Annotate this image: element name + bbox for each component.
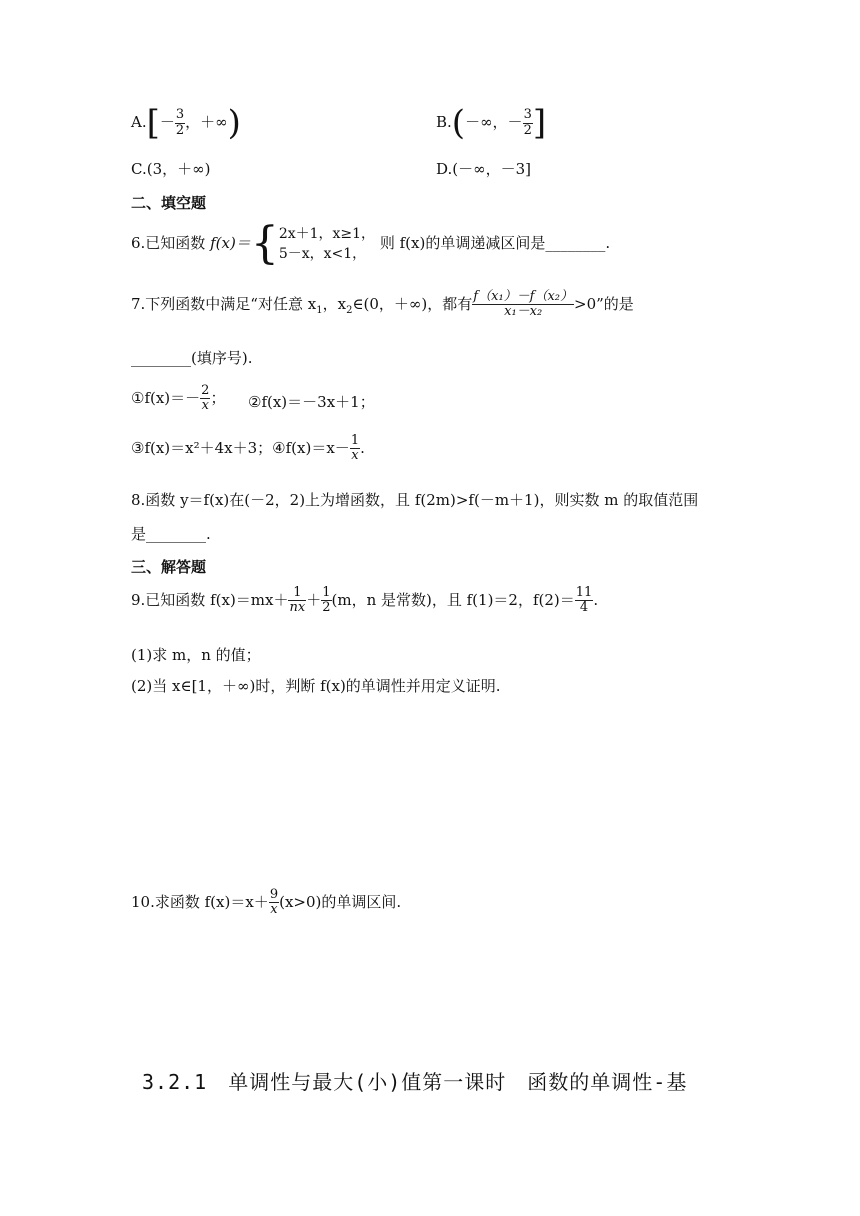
q6-cases bbox=[279, 224, 375, 265]
option-b-left: －∞，－ bbox=[465, 113, 523, 131]
option-c: C.(3，＋∞) bbox=[131, 160, 211, 178]
option-b-label: B. bbox=[436, 113, 452, 131]
option-a-label: A. bbox=[131, 113, 147, 131]
option-a-fraction bbox=[175, 108, 185, 138]
q9-end: . bbox=[593, 590, 599, 609]
q9-part-1: (1)求 m，n 的值； bbox=[131, 646, 261, 664]
q7-option-1 bbox=[131, 384, 225, 414]
section-fill-in-blank: 二、填空题 bbox=[131, 194, 207, 212]
q10-fraction bbox=[269, 888, 279, 918]
q7-o1-end: ； bbox=[210, 388, 226, 407]
question-10 bbox=[131, 888, 401, 918]
q7-o4-fraction bbox=[350, 434, 360, 464]
fraction-denominator: x bbox=[201, 398, 209, 414]
left-brace-icon: { bbox=[250, 218, 279, 269]
option-b bbox=[436, 103, 547, 143]
right-bracket-icon: ] bbox=[532, 103, 547, 143]
question-6 bbox=[131, 218, 611, 269]
fraction-denominator: x bbox=[270, 902, 278, 918]
q7-fraction bbox=[472, 290, 574, 320]
q9-fraction-1 bbox=[288, 586, 306, 616]
q9-prefix: 9.已知函数 f(x)＝mx＋ bbox=[131, 590, 289, 609]
fraction-numerator: 11 bbox=[575, 585, 593, 600]
option-a bbox=[131, 103, 241, 143]
fraction-denominator: x₁－x₂ bbox=[472, 304, 574, 319]
fraction-numerator: 9 bbox=[269, 887, 279, 902]
q7-o3: ③f(x)＝x²＋4x＋3；④f(x)＝x－ bbox=[131, 438, 350, 457]
q6-prefix: 6.已知函数 bbox=[131, 234, 211, 252]
question-9 bbox=[131, 586, 598, 616]
fraction-numerator: 1 bbox=[350, 433, 360, 448]
q7-o1-fraction bbox=[200, 384, 210, 414]
option-a-minus: － bbox=[159, 113, 175, 131]
fraction-numerator: f（x₁）－f（x₂） bbox=[473, 289, 574, 304]
q7-o4-end: . bbox=[360, 438, 365, 457]
q7-mid: ，x bbox=[322, 294, 347, 313]
fraction-numerator: 1 bbox=[293, 585, 302, 600]
left-paren-icon: ( bbox=[451, 103, 466, 143]
q6-function: f(x)＝ bbox=[210, 234, 251, 252]
fraction-denominator: 4 bbox=[575, 600, 594, 615]
fraction-denominator: 2 bbox=[523, 122, 532, 138]
q7-suffix: >0”的是 bbox=[574, 294, 634, 313]
q7-prefix: 7.下列函数中满足“对任意 x bbox=[131, 294, 317, 313]
option-b-fraction bbox=[523, 108, 533, 138]
q7-answer-line: ________(填序号). bbox=[131, 349, 253, 367]
q7-mid2: ∈(0，＋∞)，都有 bbox=[352, 294, 473, 313]
fraction-denominator: 2 bbox=[322, 600, 331, 616]
q10-prefix: 10.求函数 f(x)＝x＋ bbox=[131, 892, 269, 911]
fraction-denominator: x bbox=[351, 448, 359, 464]
q9-plus: ＋ bbox=[306, 590, 322, 609]
q6-case-2: 5－x，x<1， bbox=[278, 246, 367, 262]
question-8-line-1: 8.函数 y＝f(x)在(－2，2)上为增函数，且 f(2m)>f(－m＋1)，则实数 m 的取值范围 bbox=[131, 491, 699, 509]
q6-case-1: 2x＋1，x≥1， bbox=[278, 225, 376, 242]
q6-suffix: 则 f(x)的单调递减区间是________. bbox=[375, 234, 611, 252]
fraction-denominator: nx bbox=[289, 600, 306, 616]
question-7: 7.下列函数中满足“对任意 $x_1$，$x_2\in(0$，＋∞)，都有 $\frac{\text{f（x₁）－f（x₂）}}{\text{x₁－x₂}}$ >0”的是 bbox=[131, 289, 634, 320]
option-d: D.(－∞，－3] bbox=[436, 160, 532, 178]
fraction-numerator: 1 bbox=[322, 585, 331, 600]
question-8-line-2: 是________. bbox=[131, 525, 211, 543]
fraction-numerator: 2 bbox=[201, 383, 210, 398]
option-a-rest: ，＋∞ bbox=[185, 113, 228, 131]
right-paren-icon: ) bbox=[227, 103, 241, 143]
fraction-numerator: 3 bbox=[523, 107, 532, 123]
q9-fraction-3 bbox=[575, 586, 594, 616]
page-footer-title: 3.2.1 单调性与最大(小)值第一课时 函数的单调性-基 bbox=[142, 1070, 688, 1094]
fraction-denominator: 2 bbox=[175, 122, 185, 138]
q7-o1-prefix: ①f(x)＝－ bbox=[131, 388, 201, 407]
section-solve: 三、解答题 bbox=[131, 558, 207, 576]
q7-option-2: ②f(x)＝－3x＋1； bbox=[248, 393, 375, 411]
q9-mid: (m，n 是常数)，且 f(1)＝2，f(2)＝ bbox=[331, 590, 575, 609]
q10-suffix: (x>0)的单调区间. bbox=[279, 892, 402, 911]
left-bracket-icon: [ bbox=[146, 103, 160, 143]
fraction-numerator: 3 bbox=[175, 107, 185, 123]
q9-fraction-2 bbox=[321, 586, 331, 616]
q9-part-2: (2)当 x∈[1，＋∞)时，判断 f(x)的单调性并用定义证明. bbox=[131, 677, 501, 695]
q7-option-3-4 bbox=[131, 434, 365, 464]
